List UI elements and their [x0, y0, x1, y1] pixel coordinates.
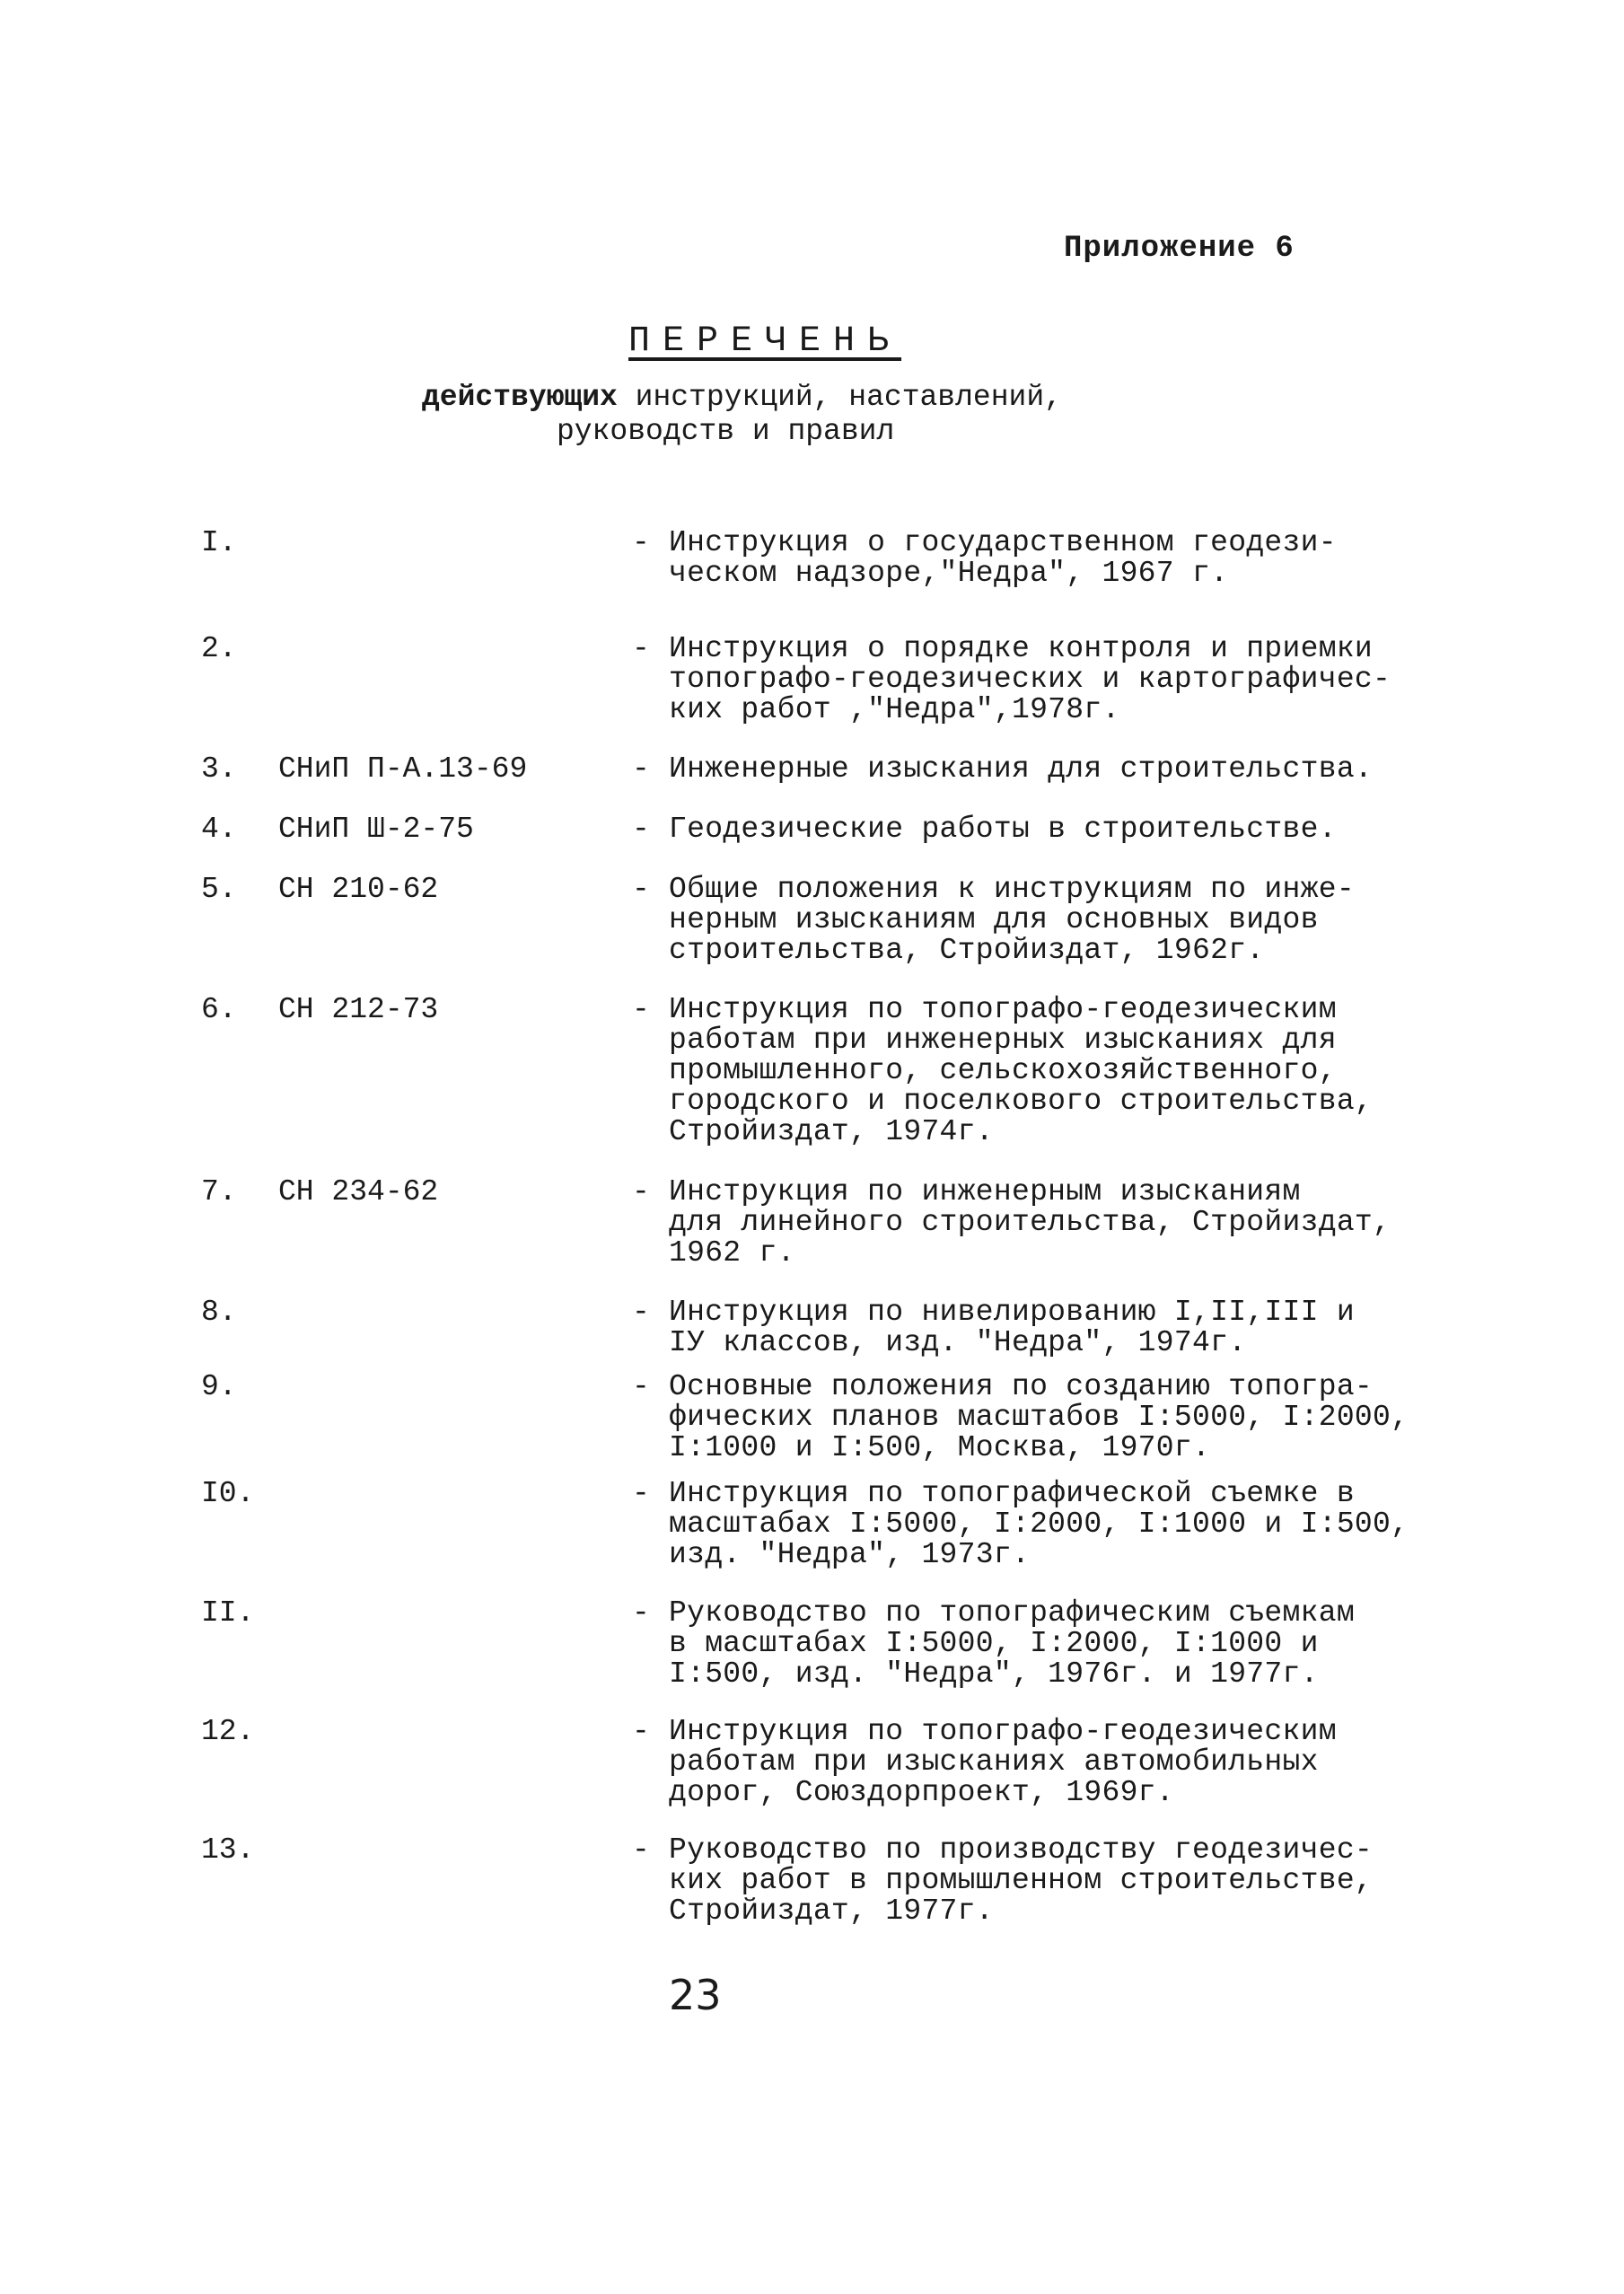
item-number: 2. — [201, 632, 237, 665]
item-code: СН 234-62 — [278, 1175, 439, 1209]
document-title: ПЕРЕЧЕНЬ — [628, 321, 902, 362]
item-code: СН 210-62 — [278, 873, 439, 906]
item-description: Инструкция по нивелированию I,II,III и IУ классов, изд. "Недра", 1974г. — [669, 1296, 1355, 1359]
subtitle-line-1 — [422, 381, 1140, 415]
item-number: 8. — [201, 1296, 237, 1329]
item-code: СН 212-73 — [278, 993, 439, 1026]
item-description: Инструкция по топографо-геодезическим работам при инженерных изысканиях для промышленного, сельскохозяйственного, городского и поселкового строительства, Стройиздат, 1974г. — [669, 993, 1374, 1148]
item-description: Геодезические работы в строительстве. — [669, 813, 1337, 846]
item-description: Общие положения к инструкциям по инже- нерным изысканиям для основных видов строительства, Стройиздат, 1962г. — [669, 873, 1355, 967]
item-number: I. — [201, 526, 237, 559]
item-description: Инструкция по топографо-геодезическим работам при изысканиях автомобильных дорог, Союздорпроект, 1969г. — [669, 1715, 1337, 1809]
item-code: СНиП П-А.13-69 — [278, 752, 528, 786]
document-subtitle — [422, 381, 1140, 449]
item-dash: - — [632, 813, 650, 846]
item-number: 3. — [201, 752, 237, 786]
item-description: Инструкция о государственном геодези- ческом надзоре,"Недра", 1967 г. — [669, 526, 1337, 590]
item-number: 7. — [201, 1175, 237, 1209]
item-dash: - — [632, 1833, 650, 1867]
item-number: 13. — [201, 1833, 255, 1867]
item-dash: - — [632, 1715, 650, 1748]
item-code: СНиП Ш-2-75 — [278, 813, 474, 846]
item-number: II. — [201, 1596, 255, 1630]
item-dash: - — [632, 1370, 650, 1403]
item-dash: - — [632, 1175, 650, 1209]
item-number: 5. — [201, 873, 237, 906]
item-dash: - — [632, 632, 650, 665]
appendix-label: Приложение 6 — [1064, 232, 1295, 266]
item-description: Руководство по производству геодезичес- ких работ в промышленном строительстве, Стройиздат, 1977г. — [669, 1833, 1374, 1928]
item-dash: - — [632, 1296, 650, 1329]
item-dash: - — [632, 873, 650, 906]
item-dash: - — [632, 526, 650, 559]
item-number: 4. — [201, 813, 237, 846]
item-number: I0. — [201, 1477, 255, 1510]
subtitle-line-2: руководств и правил — [557, 415, 895, 448]
item-dash: - — [632, 752, 650, 786]
item-number: 12. — [201, 1715, 255, 1748]
subtitle-bold-word: действующих — [422, 381, 618, 414]
item-description: Инструкция по топографической съемке в масштабах I:5000, I:2000, I:1000 и I:500, изд. "Недра", 1973г. — [669, 1477, 1409, 1571]
item-number: 6. — [201, 993, 237, 1026]
item-description: Руководство по топографическим съемкам в масштабах I:5000, I:2000, I:1000 и I:500, изд. "Недра", 1976г. и 1977г. — [669, 1596, 1355, 1691]
item-description: Основные положения по созданию топогра- фических планов масштабов I:5000, I:2000, I:1000 и I:500, Москва, 1970г. — [669, 1370, 1409, 1464]
item-description: Инструкция о порядке контроля и приемки топографо-геодезических и картографичес- ких работ ,"Недра",1978г. — [669, 632, 1391, 726]
item-dash: - — [632, 1477, 650, 1510]
item-description: Инструкция по инженерным изысканиям для линейного строительства, Стройиздат, 1962 г. — [669, 1175, 1391, 1270]
item-description: Инженерные изыскания для строительства. — [669, 752, 1374, 786]
page-number: 23 — [669, 1971, 722, 2019]
item-number: 9. — [201, 1370, 237, 1403]
item-dash: - — [632, 993, 650, 1026]
subtitle-rest: инструкций, наставлений, — [617, 381, 1062, 414]
item-dash: - — [632, 1596, 650, 1630]
